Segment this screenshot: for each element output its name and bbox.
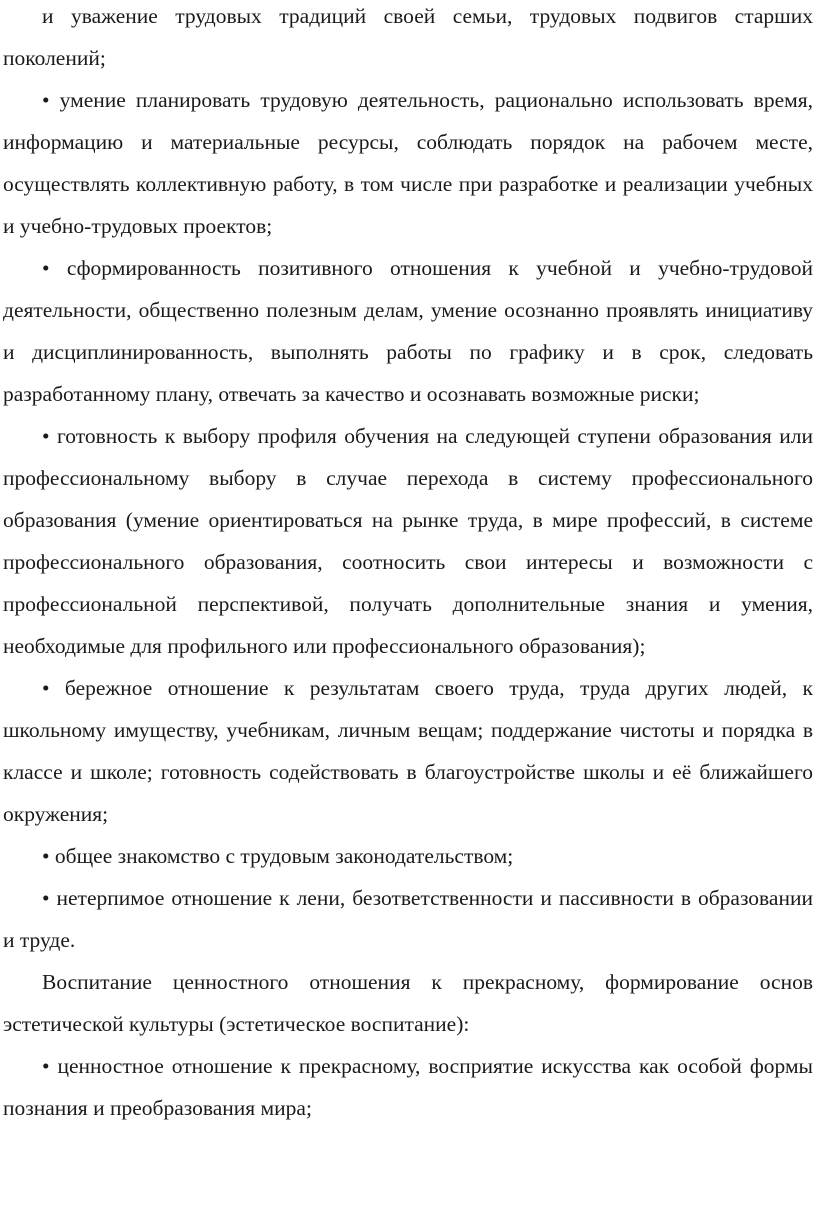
paragraph-bullet-readiness: • готовность к выбору профиля обучения на следующей ступени образования или профессиональному выбору в случае перехода в систему профессионального образования (умение ориентироваться на рынке труда, в мире профессий, в системе профессионального образования, соотносить свои интересы и возможности с профессиональной перспективой, получать дополнительные знания и умения, необходимые для профильного или профессионального образования); xyxy=(3,424,813,658)
paragraph-continuation: и уважение трудовых традиций своей семьи, трудовых подвигов старших поколений; xyxy=(3,4,813,70)
paragraph-bullet-planning: • умение планировать трудовую деятельность, рационально использовать время, информацию и материальные ресурсы, соблюдать порядок на рабочем месте, осуществлять коллективную работу, в том числе при разработке и реализации учебных и учебно-трудовых проектов; xyxy=(3,88,813,238)
paragraph-bullet-attitude: • сформированность позитивного отношения к учебной и учебно-трудовой деятельности, общественно полезным делам, умение осознанно проявлять инициативу и дисциплинированность, выполнять работы по графику и в срок, следовать разработанному плану, отвечать за качество и осознавать возможные риски; xyxy=(3,256,813,406)
paragraph-section-aesthetic: Воспитание ценностного отношения к прекрасному, формирование основ эстетической культуры (эстетическое воспитание): xyxy=(3,970,813,1036)
paragraph-bullet-legislation: • общее знакомство с трудовым законодательством; xyxy=(42,844,514,868)
paragraph-bullet-care: • бережное отношение к результатам своего труда, труда других людей, к школьному имуществу, учебникам, личным вещам; поддержание чистоты и порядка в классе и школе; готовность содействовать в благоустройстве школы и её ближайшего окружения; xyxy=(3,676,813,826)
paragraph-bullet-intolerance: • нетерпимое отношение к лени, безответственности и пассивности в образовании и труде. xyxy=(3,886,813,952)
paragraph-bullet-beauty: • ценностное отношение к прекрасному, восприятие искусства как особой формы познания и преобразования мира; xyxy=(3,1054,813,1120)
